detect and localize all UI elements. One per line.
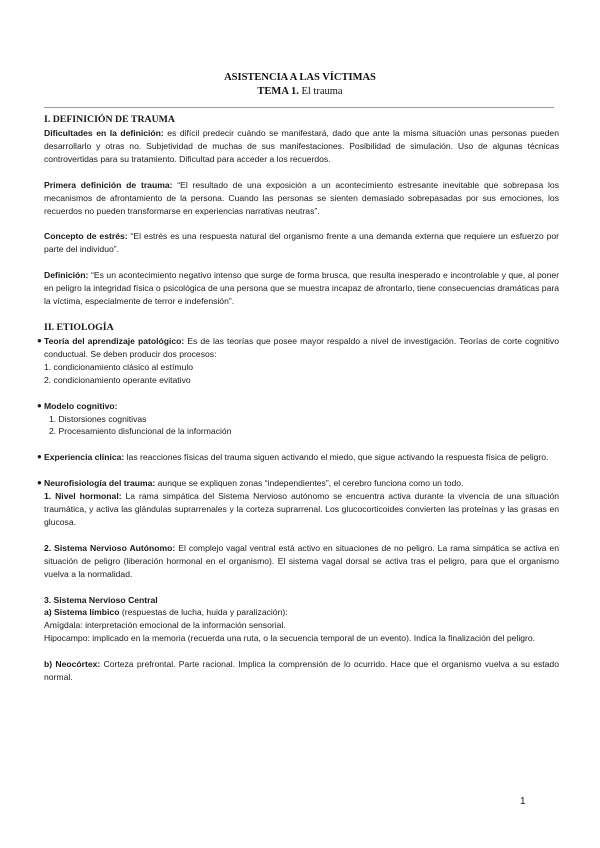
paragraph-neocortex [44, 658, 559, 684]
paragraph-snc-heading [44, 594, 559, 607]
paragraph-concepto-estres [44, 230, 559, 256]
paragraph-sistema-nervioso-autonomo [44, 542, 559, 581]
tema-label: TEMA 1. [257, 86, 299, 97]
bullet-text: aunque se expliquen zonas “independientes”, el cerebro funciona como un todo. [155, 478, 464, 489]
paragraph-text: es difícil predecir cuándo se manifestará, dado que ante la misma situación unas personas pueden desarrollarlo y otras no. Subjetividad de muchas de sus manifestaciones. Posibilidad de simulación. Uso de algunas técnicas controvertidas para su tratamiento. Dificultad para acceder a los recuerdos. [44, 128, 559, 164]
bullet-text: Es de las teorías que posee mayor respaldo a nivel de investigación. Teorías de corte cognitivo conductual. Se deben producir dos procesos: [44, 335, 559, 359]
paragraph-label: 2. Sistema Nervioso Autónomo: [44, 542, 176, 553]
paragraph-amigdala: Amígdala: interpretación emocional de la información sensorial. [44, 620, 286, 631]
bullet-icon: ● [37, 478, 42, 488]
paragraph-dificultades [44, 127, 559, 166]
bullet-label: Experiencia clínica: [44, 452, 125, 463]
list-item: 1. condicionamiento clásico al estímulo [44, 361, 194, 372]
paragraph-label: Definición: [44, 270, 89, 281]
bullet-icon: ● [37, 452, 42, 462]
paragraph-text: Corteza prefrontal. Parte racional. Implica la comprensión de lo ocurrido. Hace que el organismo vuelva a su estado normal. [44, 659, 559, 683]
bullet-aprendizaje-patologico [37, 335, 559, 361]
document-subtitle [0, 86, 600, 97]
bullet-text: las reacciones físicas del trauma siguen activando el miedo, que sigue activando la respuesta física de peligro. [124, 452, 549, 463]
paragraph-label: Concepto de estrés: [44, 231, 128, 242]
bullet-experiencia-clinica [37, 451, 559, 464]
paragraph-label: 3. Sistema Nervioso Central [44, 594, 158, 605]
bullet-label: Modelo cognitivo: [44, 400, 118, 411]
section-heading-etiologia: II. ETIOLOGÍA [44, 321, 114, 333]
paragraph-text: El complejo vagal ventral está activo en situaciones de no peligro. La rama simpática se activa en situación de peligro (liberación hormonal en el organismo). El sistema vagal dorsal se activa tras el peligro, para que el organismo vuelva a la normalidad. [44, 542, 559, 579]
bullet-modelo-cognitivo [37, 400, 559, 413]
paragraph-label: Dificultades en la definición: [44, 128, 164, 138]
paragraph-text: “Es un acontecimiento negativo intenso que surge de forma brusca, que resulta inesperado e incontrolable y que, al poner en peligro la integridad física o psicológica de una persona que se muestra incapaz de afrontarlo, tiene consecuencias dramáticas para la víctima, especialmente de terror e indefensión”. [44, 270, 559, 307]
paragraph-label: Primera definición de trauma: [44, 179, 173, 190]
document-title: ASISTENCIA A LAS VÍCTIMAS [224, 72, 376, 83]
paragraph-hipocampo: Hipocampo: implicado en la memoria (recuerda una ruta, o la secuencia temporal de un evento). Indica la finalización del peligro. [44, 633, 536, 644]
bullet-neurofisiologia [37, 477, 559, 490]
paragraph-label: b) Neocórtex: [44, 659, 101, 670]
paragraph-nivel-hormonal [44, 490, 559, 529]
paragraph-definicion [44, 269, 559, 308]
paragraph-text: (respuestas de lucha, huida y paralización): [119, 607, 288, 618]
paragraph-primera-definicion [44, 179, 559, 218]
document-body [37, 113, 560, 684]
paragraph-sistema-limbico [44, 606, 559, 619]
bullet-icon: ● [37, 400, 42, 410]
list-item: 1. Distorsiones cognitivas [49, 413, 147, 424]
paragraph-text: La rama simpática del Sistema Nervioso autónomo se encuentra activa durante la vivencia de una situación traumática, y activa las glándulas suprarrenales y la corteza suprarrenal. Los glucocorticoides convierten las proteínas y las grasas en glucosa. [44, 491, 560, 527]
paragraph-label: 1. Nivel hormonal: [44, 491, 122, 502]
list-item: 2. condicionamiento operante evitativo [44, 374, 191, 385]
paragraph-text: “El estrés es una respuesta natural del organismo frente a una demanda externa que requiere un esfuerzo por parte del individuo”. [44, 231, 559, 255]
list-item: 2. Procesamiento disfuncional de la información [49, 426, 232, 437]
paragraph-text: “El resultado de una exposición a un acontecimiento estresante inevitable que sobrepasa los mecanismos de afrontamiento de la persona. Cuando las personas se sienten demasiado sobrepasadas por sus emociones, los recuerdos no pueden transformarse en experiencias narrativas neutras”. [44, 179, 559, 216]
paragraph-label: a) Sistema límbico [44, 607, 120, 618]
header-divider [44, 107, 554, 108]
page-number: 1 [520, 796, 526, 807]
bullet-label: Teoría del aprendizaje patológico: [44, 335, 185, 346]
bullet-icon: ● [37, 335, 42, 345]
section-heading-definicion: I. DEFINICIÓN DE TRAUMA [44, 114, 175, 125]
tema-name: El trauma [298, 86, 343, 97]
bullet-label: Neurofisiología del trauma: [44, 478, 156, 489]
